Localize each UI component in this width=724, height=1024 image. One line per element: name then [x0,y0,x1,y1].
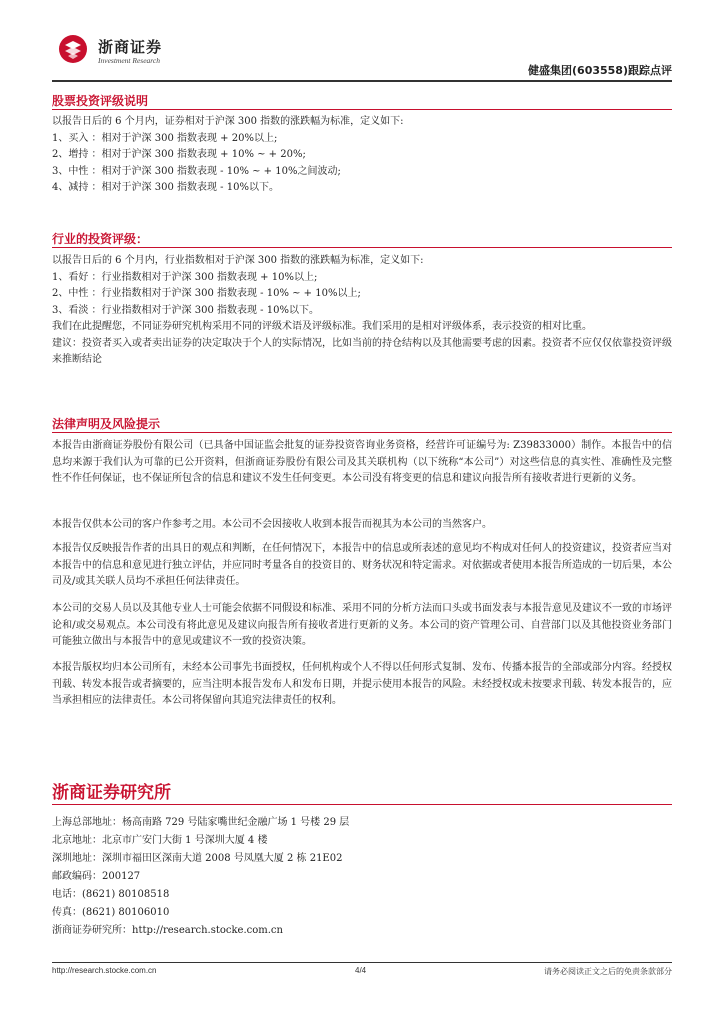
industry-rating-body [52,253,672,369]
stock-rating-item: 4、减持 ：相对于沪深 300 指数表现 - 10%以下。 [52,182,279,193]
page-header [52,30,672,78]
contact-line: 北京地址：北京市广安门大街 1 号深圳大厦 4 楼 [52,835,268,846]
stock-rating-item: 2、增持 ：相对于沪深 300 指数表现 + 10% ~ + 20%; [52,149,306,160]
industry-rating-item: 1、看好 ：行业指数相对于沪深 300 指数表现 + 10%以上; [52,271,318,283]
legal-divider [52,432,672,433]
industry-rating-advice: 建议：投资者买入或者卖出证券的决定取决于个人的实际情况，比如当前的持仓结构以及其他需要考虑的因素。投资者不应仅仅依靠投资评级来推断结论 [52,337,672,365]
logo-text: 浙商证券 [98,38,163,56]
header-divider [52,80,672,82]
legal-paragraph: 本报告由浙商证券股份有限公司（已具备中国证监会批复的证券投资咨询业务资格，经营许可证编号为: Z39833000）制作。本报告中的信息均来源于我们认为可靠的已公开资料，但浙商证券股份有限公司及其关联机构（以下统称“本公司”）对这些信息的真实性、准确性及完整性不作任何保证，也不保证所包含的信息和建议不发生任何变更。本公司没有将变更的信息和建议向报告所有接收者进行更新的义务。 [52,440,672,484]
page-number: 4/4 [355,966,367,975]
footer-divider [52,962,672,963]
stock-rating-intro: 以报告日后的 6 个月内，证券相对于沪深 300 指数的涨跌幅为标准，定义如下: [52,116,404,127]
industry-rating-title: 行业的投资评级： [52,232,149,246]
legal-title: 法律声明及风险提示 [52,417,161,431]
document-title: 健盛集团(603558)跟踪点评 [528,64,672,77]
legal-paragraph: 本报告仅反映报告作者的出具日的观点和判断，在任何情况下，本报告中的信息或所表述的意见均不构成对任何人的投资建议，投资者应当对本报告中的信息和意见进行独立评估，并应同时考量各自的投资目的、财务状况和特定需求。对依据或者使用本报告所造成的一切后果，本公司及/或其关联人员均不承担任何法律责任。 [52,543,672,587]
contact-line: 上海总部地址：杨高南路 729 号陆家嘴世纪金融广场 1 号楼 29 层 [52,817,350,828]
logo-subtitle: Investment Research [98,56,160,65]
industry-rating-note: 我们在此提醒您，不同证券研究机构采用不同的评级术语及评级标准。我们采用的是相对评级体系，表示投资的相对比重。 [52,321,592,332]
industry-rating-item: 2、中性 ：行业指数相对于沪深 300 指数表现 - 10% ~ + 10%以上; [52,288,361,299]
contact-line: 浙商证券研究所：http://research.stocke.com.cn [52,925,283,936]
legal-paragraph: 本报告版权均归本公司所有，未经本公司事先书面授权，任何机构或个人不得以任何形式复制、发布、传播本报告的全部或部分内容。经授权刊载、转发本报告或者摘要的，应当注明本报告发布人和发布日期，并提示使用本报告的风险。未经授权或未按要求刊载、转发本报告的，应当承担相应的法律责任。本公司将保留向其追究法律责任的权利。 [52,662,672,706]
contact-line: 深圳地址：深圳市福田区深南大道 2008 号凤凰大厦 2 栋 21E02 [52,853,343,864]
logo-icon [58,34,88,64]
stock-rating-item: 1、买入 ：相对于沪深 300 指数表现 + 20%以上; [52,132,278,144]
industry-rating-intro: 以报告日后的 6 个月内，行业指数相对于沪深 300 指数的涨跌幅为标准，定义如下: [52,255,424,266]
industry-rating-divider [52,247,672,248]
contact-line: 电话：(8621) 80108518 [52,889,170,900]
contact-line: 邮政编码：200127 [52,871,141,882]
stock-rating-title: 股票投资评级说明 [52,94,149,108]
stock-rating-item: 3、中性 ：相对于沪深 300 指数表现 - 10% ~ + 10%之间波动; [52,165,341,177]
institute-title: 浙商证券研究所 [52,783,171,803]
footer-url[interactable]: http://research.stocke.com.cn [52,966,157,975]
stock-rating-body [52,114,672,197]
contact-block [52,814,672,940]
footer-disclaimer: 请务必阅读正文之后的免责条款部分 [544,967,672,976]
institute-divider [52,804,672,805]
contact-line: 传真：(8621) 80106010 [52,907,170,918]
industry-rating-item: 3、看淡 ：行业指数相对于沪深 300 指数表现 - 10%以下。 [52,304,319,316]
legal-paragraph: 本报告仅供本公司的客户作参考之用。本公司不会因接收人收到本报告而视其为本公司的当然客户。 [52,519,492,530]
stock-rating-divider [52,109,672,110]
legal-paragraph: 本公司的交易人员以及其他专业人士可能会依据不同假设和标准、采用不同的分析方法而口头或书面发表与本报告意见及建议不一致的市场评论和/或交易观点。本公司没有将此意见及建议向报告所有接收者进行更新的义务。本公司的资产管理公司、自营部门以及其他投资业务部门可能独立做出与本报告中的意见或建议不一致的投资决策。 [52,603,672,647]
